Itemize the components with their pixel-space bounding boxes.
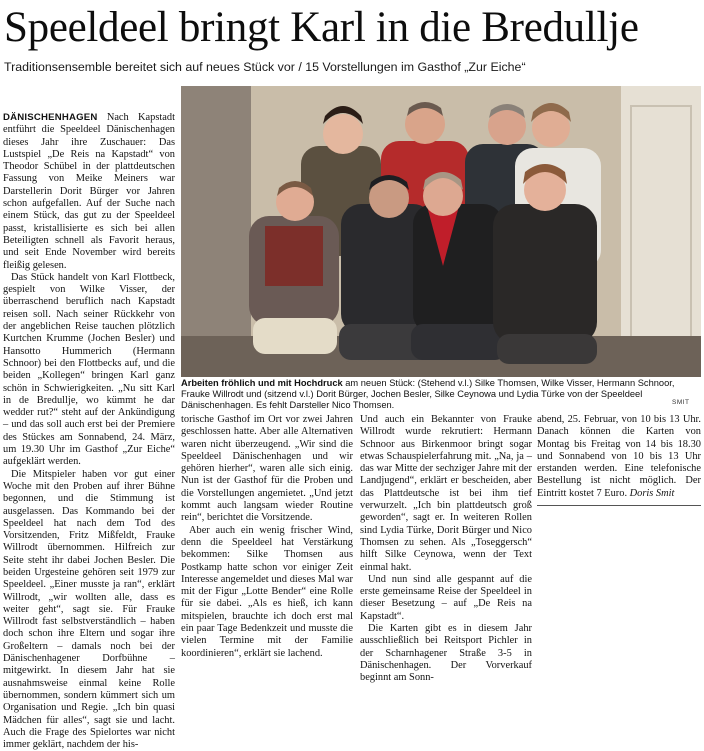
- end-rule: [537, 505, 701, 506]
- photo-credit: SMIT: [672, 399, 690, 406]
- headline: Speeldeel bringt Karl in die Bredullje: [4, 4, 639, 51]
- caption-lead: Arbeiten fröhlich und mit Hochdruck: [181, 378, 343, 388]
- article-column-1: [3, 112, 175, 751]
- author-byline: Doris Smit: [629, 487, 675, 499]
- caption-text: am neuen Stück: (Stehend v.l.) Silke Thomsen, Wilke Visser, Hermann Schnoor, Frauke Willrodt und (sitzend v.l.) Dorit Bürger, Jochen Besler, Silke Ceynowa und Lydia Türke von der Speeldeel Dänischenhagen. Es fehlt Darsteller Nico Thomsen.: [181, 378, 675, 411]
- dateline: DÄNISCHENHAGEN: [3, 112, 98, 123]
- paragraph: torische Gasthof im Ort vor zwei Jahren geschlossen hatte. Aber alle Alternativen waren nicht überzeugend. „Wir sind die Speeldeel Dänischenhagen und wir gehören hierher“, waren alle sich einig. Nun ist der Gasthof für die Proben und die Vorstellungen angemietet. „Und jetzt kommt auch langsam wieder Routine rein“, berichtet die Vorsitzende.: [181, 414, 353, 524]
- group-photo: [181, 86, 701, 377]
- article-column-4: [537, 414, 701, 514]
- paragraph: [537, 414, 701, 500]
- paragraph: Aber auch ein wenig frischer Wind, denn die Speeldeel hat Verstärkung bekommen: Silke Thomsen aus Postkamp hatte schon vor einiger Zeit Interesse angemeldet und dieses Mal war mit der Figur „Lotte Bender“ eine Rolle für sie dabei. „Als es hieß, ich kann mitspielen, brauchte ich doch erst mal ein paar Tage Bedenkzeit und musste die vielen Termine mit der Familie koordinieren“, erklärt sie lachend.: [181, 524, 353, 659]
- article-column-2: [181, 414, 353, 659]
- paragraph: Das Stück handelt von Karl Flottbeck, gespielt von Wilke Visser, der überraschend beruflich nach Kapstadt reisen soll. Nach seiner Rückkehr von der angeblichen Reise tauchen plötzlich Kurtchen Krumme (Jochen Besler) und Hansotto Hummerich (Hermann Schnoor) bei den Flottbecks auf, und die beiden „Kollegen“ bringen Karl ganz schön in Schwierigkeiten. „Nu sitt Karl in de Bredullje, wo kümmt he dar wedder rut?“ steht auf der Ankündigung – und das soll auch erst bei der Premiere des Stückes am Sonnabend, 24. März, um 19.30 Uhr im Gasthof „Zur Eiche“ aufgeklärt werden.: [3, 271, 175, 468]
- paragraph: [3, 112, 175, 272]
- paragraph: Und nun sind alle gespannt auf die erste gemeinsame Reise der Speeldeel in dieser Besetzung – auf „De Reis na Kapstadt“.: [360, 573, 532, 622]
- subheadline: Traditionsensemble bereitet sich auf neues Stück vor / 15 Vorstellungen im Gasthof „Zur Eiche“: [4, 60, 526, 74]
- group-photo-image: [181, 86, 701, 377]
- paragraph: Die Karten gibt es in diesem Jahr ausschließlich bei Reitsport Pichler in der Scharnhagener Straße 3-5 in Dänischenhagen. Der Vorverkauf beginnt am Sonn-: [360, 623, 532, 684]
- paragraph-text: Nach Kapstadt entführt die Speeldeel Dänischenhagen dieses Jahr ihre Zuschauer: Das Lustspiel „De Reis na Kapstadt“ von Theodor Schübel in der plattdeutschen Fassung von Meike Meiners war Darstellerin Dorit Bürger vor Jahren schon aufgefallen. Auf der Suche nach einem Stück, das gut zu der Speeldeel passt, kristallisierte es sich bei allen Beteiligten schnell als Favorit heraus, und seit Ende November wird bereits fleißig gelesen.: [3, 112, 175, 271]
- paragraph: Und auch ein Bekannter von Frauke Willrodt wurde rekrutiert: Hermann Schnoor aus Birkenmoor bringt sogar etwas Schauspielerfahrung mit. „Na, ja – das war Mitte der sechziger Jahre mit der Landjugend“, erklärt er bescheiden, aber das Plattdeutsche ist bei ihm tief verwurzelt. „Ich bin plattdeutsch groß geworden“, sagt er. In weiteren Rollen sind Lydia Türke, Dorit Bürger und Nico Thomsen zu sehen. Als „Toseggersch“ hilft Silke Ceynowa, wenn der Text einmal hakt.: [360, 414, 532, 573]
- paragraph-text: abend, 25. Februar, von 10 bis 13 Uhr. Danach können die Karten von Montag bis Freitag von 14 bis 18.30 und Sonnabend von 10 bis 13 Uhr erstanden werden. Eine telefonische Bestellung ist nicht möglich. Der Eintritt kostet 7 Euro.: [537, 414, 701, 499]
- photo-caption: [181, 378, 701, 412]
- paragraph: Die Mitspieler haben vor gut einer Woche mit den Proben auf ihrer Bühne begonnen, und die Stimmung ist ausgelassen. Das Kommando bei der Speeldeel hat nach dem Tod des Vorsitzenden, Fritz Mißfeldt, Frauke Willrodt übernommen. Hilfreich zur Seite steht ihr dabei Jochen Besler. Die beiden Urgesteine gehören seit 1979 zur Speeldeel. „Einer musste ja ran“, erklärt Willrodt, „wir wollten alle, dass es weiter geht“, sagt sie. Für Frauke Willrodt fast selbstverständlich – haben doch schon ihre Eltern und sogar ihre Großeltern – damals noch bei der Dänischenhagener Dorfbühne – mitgewirkt. In diesem Jahr hat sie ausnahmsweise einmal keine Rolle übernommen, sondern kümmert sich um Organisation und Regie. „Ich bin quasi Mädchen für alles“, sagt sie und lacht. Auch die Frage des Spielortes war nicht immer geklärt, nachdem der his-: [3, 468, 175, 751]
- article-column-3: [360, 414, 532, 684]
